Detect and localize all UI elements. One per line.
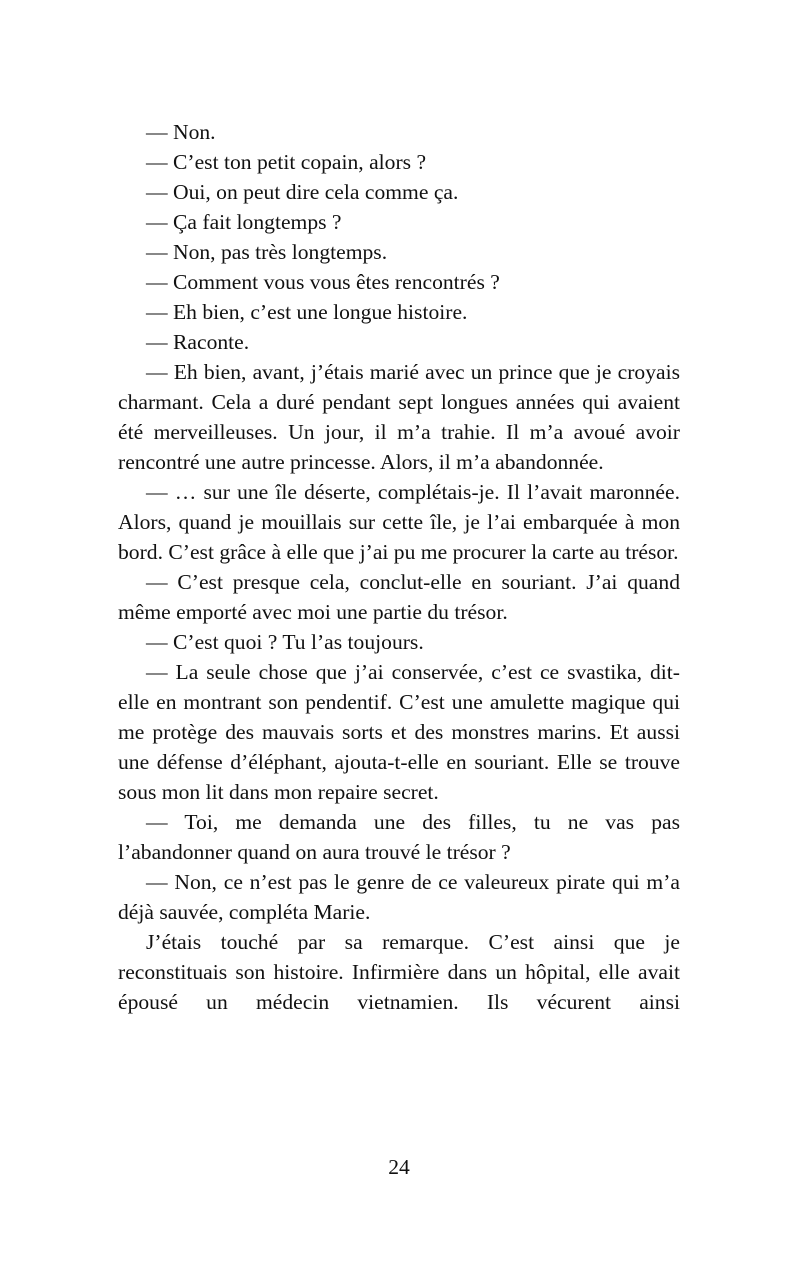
dialogue-line: — Raconte. <box>146 330 250 354</box>
dialogue-paragraph: — Eh bien, avant, j’étais marié avec un prince que je croyais charmant. Cela a duré pendant sept longues années qui avaient été merveilleuses. Un jour, il m’a trahie. Il m’a avoué avoir rencontré une autre princesse. Alors, il m’a abandonnée. <box>118 360 680 474</box>
dialogue-line: — Comment vous vous êtes rencontrés ? <box>146 270 500 294</box>
dialogue-line: — C’est ton petit copain, alors ? <box>146 150 427 174</box>
dialogue-paragraph: — Toi, me demanda une des filles, tu ne vas pas l’abandonner quand on aura trouvé le trésor ? <box>118 810 680 864</box>
dialogue-line: — Eh bien, c’est une longue histoire. <box>146 300 468 324</box>
narrative-paragraph: J’étais touché par sa remarque. C’est ainsi que je reconstituais son histoire. Infirmière dans un hôpital, elle avait épousé un médecin vietnamien. Ils vécurent ainsi <box>118 930 680 1014</box>
dialogue-line: — C’est quoi ? Tu l’as toujours. <box>146 630 424 654</box>
dialogue-line: — Ça fait longtemps ? <box>146 210 342 234</box>
dialogue-line: — Non. <box>146 120 216 144</box>
dialogue-paragraph: — Non, ce n’est pas le genre de ce valeureux pirate qui m’a déjà sauvée, compléta Marie. <box>118 870 680 924</box>
dialogue-paragraph: — La seule chose que j’ai conservée, c’est ce svastika, dit-elle en montrant son pendentif. C’est une amulette magique qui me protège des mauvais sorts et des monstres marins. Et aussi une défense d’éléphant, ajouta-t-elle en souriant. Elle se trouve sous mon lit dans mon repaire secret. <box>118 660 680 804</box>
dialogue-paragraph: — … sur une île déserte, complétais-je. Il l’avait maronnée. Alors, quand je mouillais sur cette île, je l’ai embarquée à mon bord. C’est grâce à elle que j’ai pu me procurer la carte au trésor. <box>118 480 680 564</box>
dialogue-line: — Non, pas très longtemps. <box>146 240 388 264</box>
page-number: 24 <box>388 1155 410 1179</box>
dialogue-paragraph: — C’est presque cela, conclut-elle en souriant. J’ai quand même emporté avec moi une partie du trésor. <box>118 570 680 624</box>
dialogue-line: — Oui, on peut dire cela comme ça. <box>146 180 459 204</box>
page-body <box>118 117 680 1017</box>
